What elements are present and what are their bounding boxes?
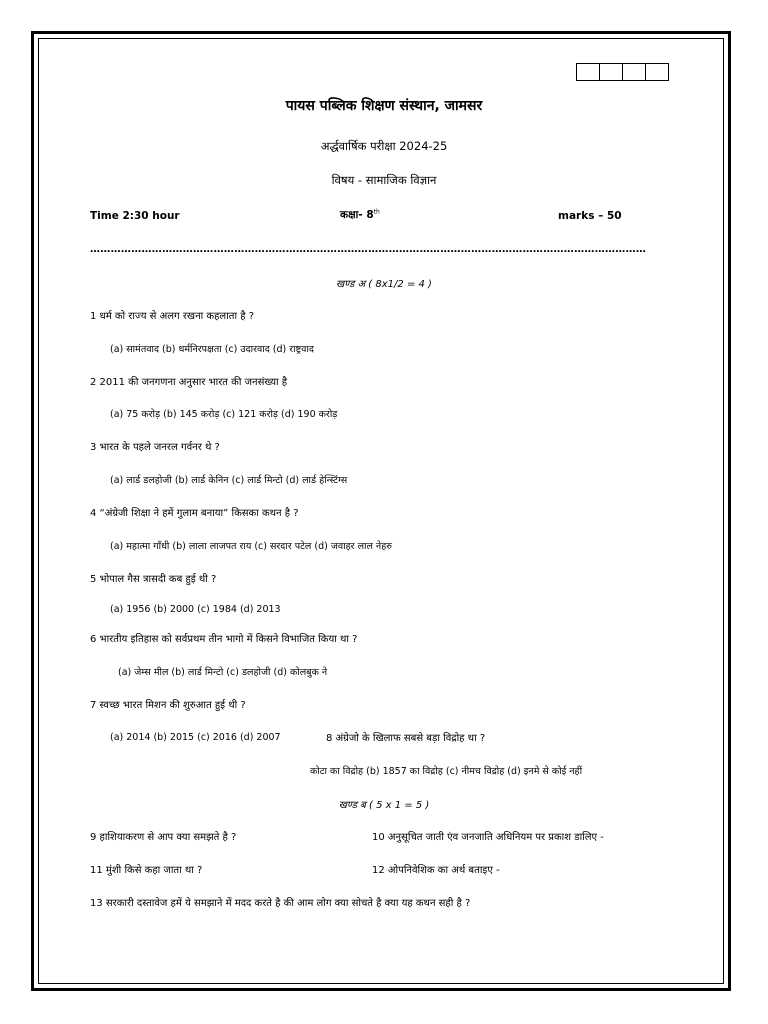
question-3-options: (a) लार्ड डलहोजी (b) लार्ड केनिन (c) लार्ड मिन्टो (d) लार्ड हेन्स्टिंग्स bbox=[110, 475, 348, 486]
roll-box-cell bbox=[599, 63, 623, 81]
exam-title: अर्द्धवार्षिक परीक्षा 2024-25 bbox=[320, 139, 448, 153]
question-9: 9 हाशियाकरण से आप क्या समझते है ? bbox=[90, 832, 237, 843]
question-10: 10 अनुसूचित जाती एंव जनजाति अधिनियम पर प्रकाश डालिए - bbox=[372, 832, 604, 843]
question-5-options: (a) 1956 (b) 2000 (c) 1984 (d) 2013 bbox=[110, 604, 281, 615]
question-1-options: (a) सामंतवाद (b) धर्मनिरपक्षता (c) उदारवाद (d) राष्ट्रवाद bbox=[110, 344, 314, 355]
question-12: 12 ओपनिवेशिक का अर्थ बताइए - bbox=[372, 865, 500, 876]
subject-title: विषय - सामाजिक विज्ञान bbox=[331, 173, 437, 187]
section-b-heading: खण्ड ब ( 5 x 1 = 5 ) bbox=[338, 800, 430, 811]
question-4-options: (a) महात्मा गाँधी (b) लाला लाजपत राय (c) सरदार पटेल (d) जवाहर लाल नेहरु bbox=[110, 541, 392, 552]
question-7: 7 स्वच्छ भारत मिशन की शुरुआत हुई थी ? bbox=[90, 700, 246, 711]
class-label: कक्षा- 8th bbox=[340, 208, 380, 221]
question-6: 6 भारतीय इतिहास को सर्वप्रथम तीन भागो में किसने विभाजित किया था ? bbox=[90, 634, 358, 645]
roll-box-cell bbox=[645, 63, 669, 81]
question-1: 1 धर्म को राज्य से अलग रखना कहलाता है ? bbox=[90, 311, 255, 322]
divider-dots: ……………………………………………………………………………………………………………………………………………… bbox=[90, 244, 647, 255]
question-13: 13 सरकारी दस्तावेज हमें ये समझाने में मदद करते है की आम लोग क्या सोचते है क्या यह कथन सही है ? bbox=[90, 898, 471, 909]
roll-number-boxes bbox=[577, 63, 669, 81]
question-4: 4 “अंग्रेजी शिक्षा ने हमें गुलाम बनाया” किसका कथन है ? bbox=[90, 508, 299, 519]
question-3: 3 भारत के पहले जनरल गर्वनर थे ? bbox=[90, 442, 220, 453]
roll-box-cell bbox=[622, 63, 646, 81]
section-a-heading: खण्ड अ ( 8x1/2 = 4 ) bbox=[336, 279, 432, 290]
question-8: 8 अंग्रेजो के खिलाफ सबसे बड़ा विद्रोह था ? bbox=[326, 733, 486, 744]
roll-box-cell bbox=[576, 63, 600, 81]
question-2: 2 2011 की जनगणना अनुसार भारत की जनसंख्या है bbox=[90, 377, 288, 388]
question-6-options: (a) जेम्स मील (b) लार्ड मिन्टो (c) डलहोजी (d) कोलबुक ने bbox=[118, 667, 328, 678]
time-label: Time 2:30 hour bbox=[90, 210, 180, 222]
question-11: 11 मुंशी किसे कहा जाता था ? bbox=[90, 865, 203, 876]
question-5: 5 भोपाल गैस त्रासदी कब हुई थी ? bbox=[90, 574, 217, 585]
institute-title: पायस पब्लिक शिक्षण संस्थान, जामसर bbox=[285, 98, 483, 114]
class-superscript: th bbox=[373, 208, 380, 216]
marks-label: marks – 50 bbox=[558, 210, 622, 222]
question-2-options: (a) 75 करोड़ (b) 145 करोड़ (c) 121 करोड़ (d) 190 करोड़ bbox=[110, 409, 338, 420]
question-8-options: कोटा का विद्रोह (b) 1857 का विद्रोह (c) नीमच विद्रोह (d) इनमे से कोई नहीं bbox=[310, 766, 583, 777]
question-7-options: (a) 2014 (b) 2015 (c) 2016 (d) 2007 bbox=[110, 732, 281, 743]
